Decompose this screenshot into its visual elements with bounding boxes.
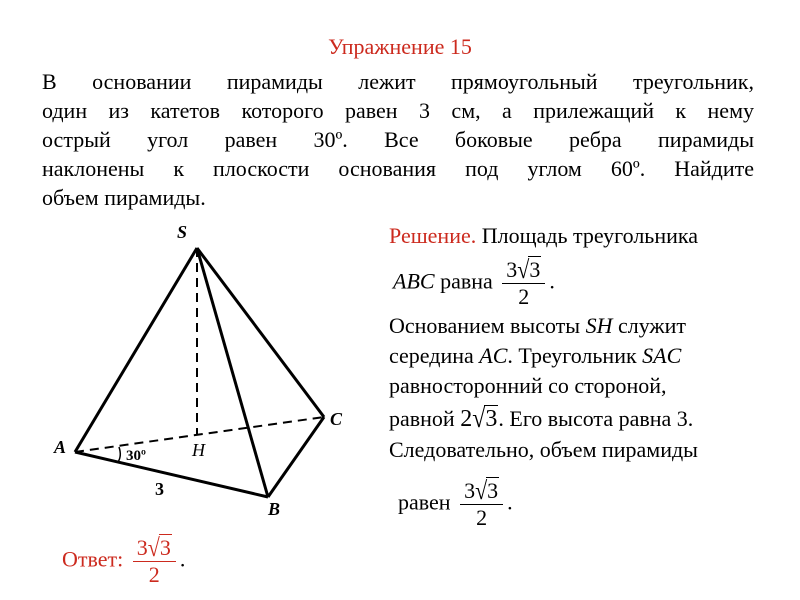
denominator: 2 [518, 284, 530, 309]
solution-line-7: Следовательно, объем пирамиды [389, 437, 698, 462]
sqrt-icon: √ [517, 255, 530, 284]
answer-line [62, 535, 185, 588]
problem-line: острый угол равен 30º. Все боковые ребра пирамиды [42, 127, 754, 152]
pyramid-figure [40, 210, 380, 520]
solution-line-4 [389, 342, 681, 370]
edge-SB [197, 248, 268, 497]
coef: 3 [136, 535, 148, 560]
edge-length-label: 3 [155, 479, 164, 499]
dot: . [507, 489, 513, 515]
edge-SC [197, 248, 324, 417]
segment-name: AC [479, 343, 508, 368]
area-fraction [502, 257, 545, 310]
edge-BC [268, 417, 324, 497]
vertex-label-B: B [268, 499, 281, 519]
angle-arc-A [118, 447, 120, 462]
vertex-label-S: S [177, 222, 188, 242]
radicand: 3 [159, 535, 171, 560]
problem-line: В основании пирамиды лежит прямоугольный треугольник, [42, 69, 754, 94]
exercise-title: Упражнение 15 [328, 34, 472, 59]
segment-name: SH [585, 313, 613, 338]
problem-line: один из катетов которого равен 3 см, а прилежащий к нему [42, 98, 754, 123]
coef: 3 [506, 257, 518, 282]
problem-line: объем пирамиды. [42, 185, 206, 210]
vertex-label-A: A [54, 437, 67, 457]
solution-text: середина [389, 343, 474, 368]
triangle-name: SAC [642, 343, 682, 368]
solution-line-8 [398, 478, 513, 531]
radicand: 3 [485, 406, 498, 432]
solution-text: равен [398, 489, 451, 515]
vertex-label-C: C [330, 409, 343, 429]
dot: . [179, 546, 186, 572]
solution-text: равной [389, 406, 455, 431]
solution-text: . Его высота равна 3. [498, 406, 694, 431]
solution-text: . Треугольник [507, 343, 637, 368]
problem-line: наклонены к плоскости основания под углом 60º. Найдите [42, 156, 754, 181]
radicand: 3 [487, 478, 499, 503]
solution-text: служит [617, 313, 686, 338]
solution-line-3 [389, 312, 686, 340]
coef: 2 [460, 406, 473, 432]
denominator: 2 [476, 505, 488, 530]
point-label-H: H [192, 440, 205, 460]
solution-line-1 [389, 222, 698, 250]
sqrt-icon: √ [472, 404, 486, 434]
edge-SA [75, 248, 197, 452]
coef: 3 [464, 478, 476, 503]
angle-label: 30º [126, 448, 146, 464]
solution-text: равна [440, 268, 493, 294]
solution-heading: Решение. [389, 223, 477, 248]
side-expression [460, 406, 498, 432]
solution-line-2 [393, 257, 555, 310]
sqrt-icon: √ [475, 476, 488, 505]
solution-text: Основанием высоты [389, 313, 581, 338]
triangle-name: ABC [393, 268, 435, 294]
volume-fraction [460, 478, 503, 531]
solution-text: Площадь треугольника [481, 223, 698, 248]
sqrt-icon: √ [147, 533, 160, 562]
problem-statement [42, 67, 754, 212]
answer-label: Ответ: [62, 546, 124, 572]
dot: . [549, 268, 555, 294]
solution-line-5: равносторонний со стороной, [389, 373, 667, 398]
answer-fraction [133, 535, 176, 588]
edge-AB [75, 452, 268, 497]
solution-line-6 [389, 405, 693, 433]
denominator: 2 [148, 562, 160, 587]
radicand: 3 [529, 257, 541, 282]
